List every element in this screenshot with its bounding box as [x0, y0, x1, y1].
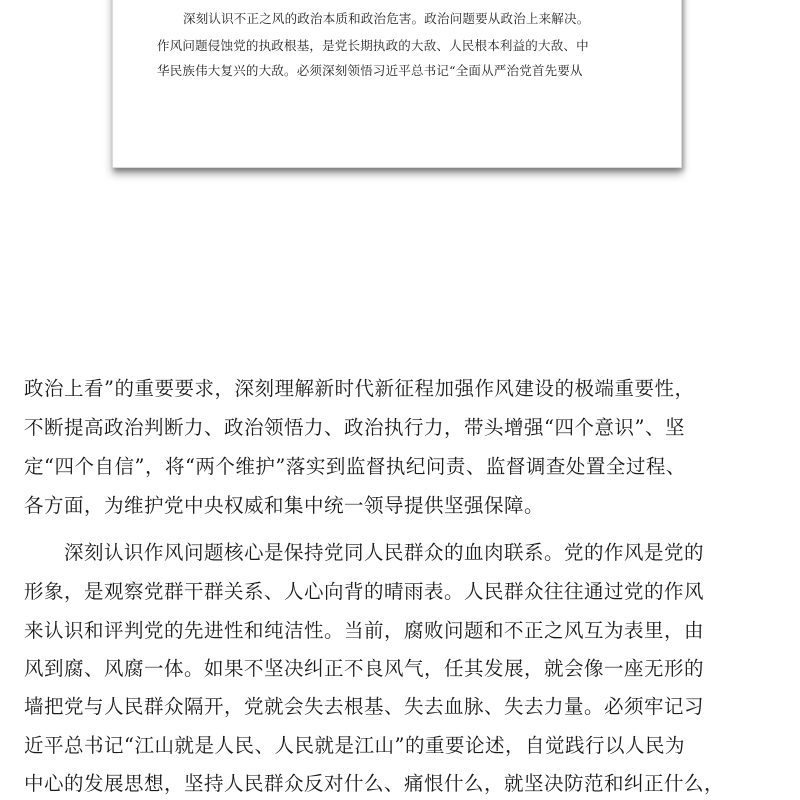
body-text-line: 不断提高政治判断力、政治领悟力、政治执行力，带头增强“四个意识”、坚	[24, 416, 685, 439]
card-text-line: 华民族伟大复兴的大敌。必须深刻领悟习近平总书记“全面从严治党首先要从	[157, 63, 583, 78]
body-text-line: 各方面，为维护党中央权威和集中统一领导提供坚强保障。	[24, 494, 545, 517]
body-text-line: 形象，是观察党群干群关系、人心向背的晴雨表。人民群众往往通过党的作风	[24, 580, 705, 603]
card-text-line: 作风问题侵蚀党的执政根基，是党长期执政的大敌、人民根本利益的大敌、中	[157, 38, 589, 53]
body-text-line: 风到腐、风腐一体。如果不坚决纠正不良风气，任其发展，就会像一座无形的	[24, 657, 705, 680]
body-text-line: 中心的发展思想，坚持人民群众反对什么、痛恨什么，就坚决防范和纠正什么，	[24, 772, 725, 795]
quote-card	[112, 0, 682, 168]
paragraph-first-line: 深刻认识作风问题核心是保持党同人民群众的血肉联系。党的作风是党的	[64, 541, 705, 564]
body-text-line: 来认识和评判党的先进性和纯洁性。当前，腐败问题和不正之风互为表里，由	[24, 619, 705, 642]
body-text-line: 近平总书记“江山就是人民、人民就是江山”的重要论述，自觉践行以人民为	[24, 734, 685, 757]
body-text-line: 政治上看”的重要要求，深刻理解新时代新征程加强作风建设的极端重要性，	[24, 377, 695, 400]
body-text-line: 墙把党与人民群众隔开，党就会失去根基、失去血脉、失去力量。必须牢记习	[24, 695, 705, 718]
card-text-line: 深刻认识不正之风的政治本质和政治危害。政治问题要从政治上来解决。	[183, 11, 590, 26]
body-text-line: 定“四个自信”，将“两个维护”落实到监督执纪问责、监督调查处置全过程、	[24, 455, 686, 478]
